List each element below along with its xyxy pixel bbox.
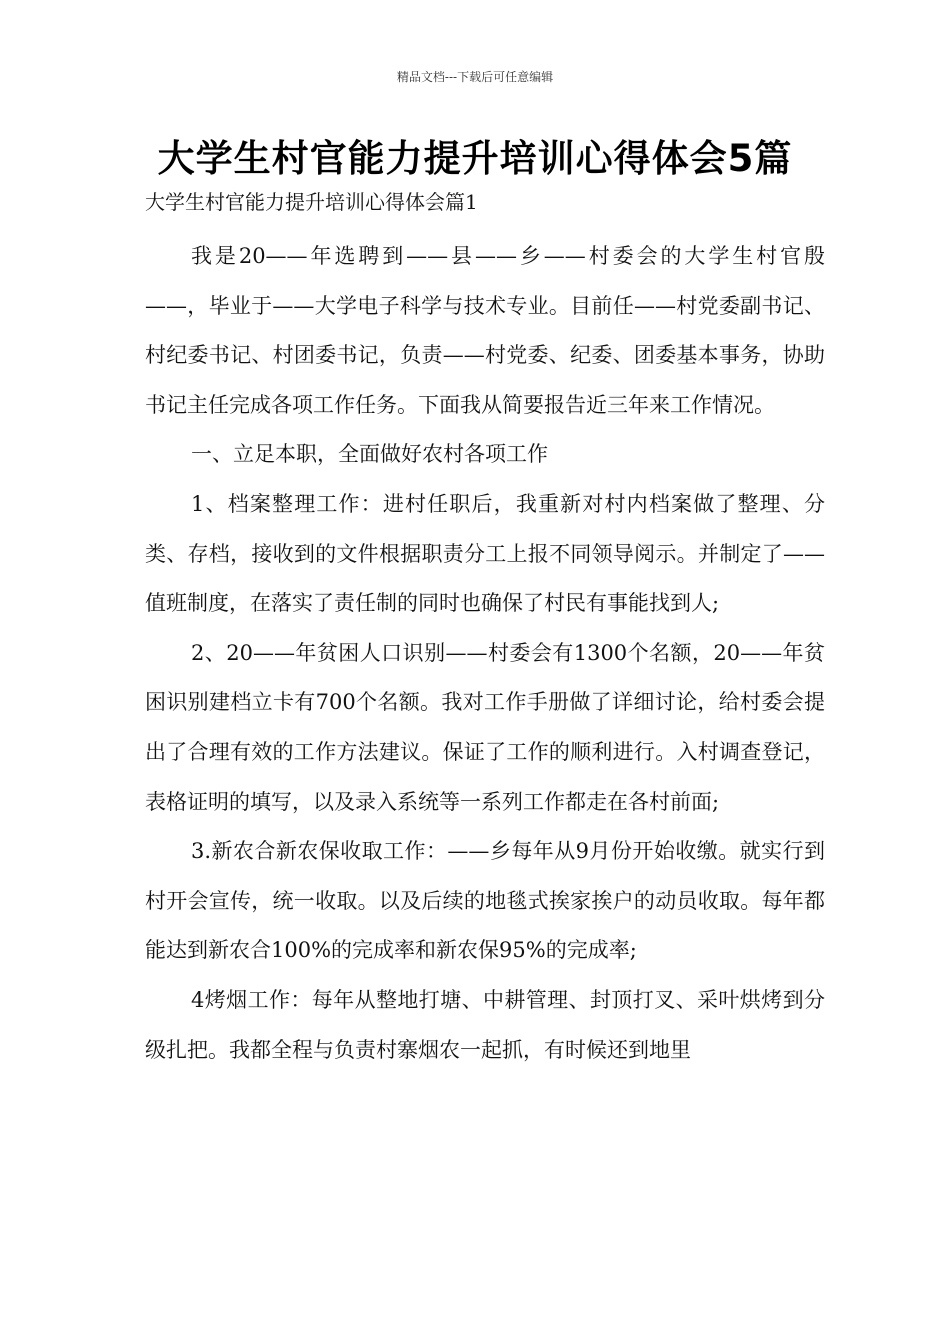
paragraph-archives: 1、档案整理工作：进村任职后，我重新对村内档案做了整理、分类、存档，接收到的文件根据职责分工上报不同领导阅示。并制定了——值班制度，在落实了责任制的同时也确保了村民有事能找到人; bbox=[145, 491, 825, 616]
paragraph-heading-one: 一、立足本职，全面做好农村各项工作 bbox=[191, 442, 548, 467]
paragraph-poverty-identification: 2、20——年贫困人口识别——村委会有1300个名额，20——年贫困识别建档立卡有700个名额。我对工作手册做了详细讨论，给村委会提出了合理有效的工作方法建议。保证了工作的顺利进行。入村调查登记，表格证明的填写，以及录入系统等一系列工作都走在各村前面; bbox=[145, 640, 825, 814]
paragraph-insurance-collection: 3.新农合新农保收取工作：——乡每年从9月份开始收缴。就实行到村开会宣传，统一收取。以及后续的地毯式挨家挨户的动员收取。每年都能达到新农合100%的完成率和新农保95%的完成率; bbox=[145, 839, 825, 963]
document-body bbox=[145, 232, 825, 1075]
document-title: 大学生村官能力提升培训心得体会5篇 bbox=[157, 137, 793, 180]
paragraph-intro: 我是20——年选聘到——县——乡——村委会的大学生村官殷——，毕业于——大学电子科学与技术专业。目前任——村党委副书记、村纪委书记、村团委书记，负责——村党委、纪委、团委基本事务，协助书记主任完成各项工作任务。下面我从简要报告近三年来工作情况。 bbox=[145, 244, 825, 417]
paragraph-tobacco-work: 4烤烟工作：每年从整地打塘、中耕管理、封顶打叉、采叶烘烤到分级扎把。我都全程与负责村寨烟农一起抓，有时候还到地里 bbox=[145, 987, 825, 1062]
section-subtitle: 大学生村官能力提升培训心得体会篇1 bbox=[145, 190, 478, 214]
header-note: 精品文档---下载后可任意编辑 bbox=[396, 70, 554, 84]
